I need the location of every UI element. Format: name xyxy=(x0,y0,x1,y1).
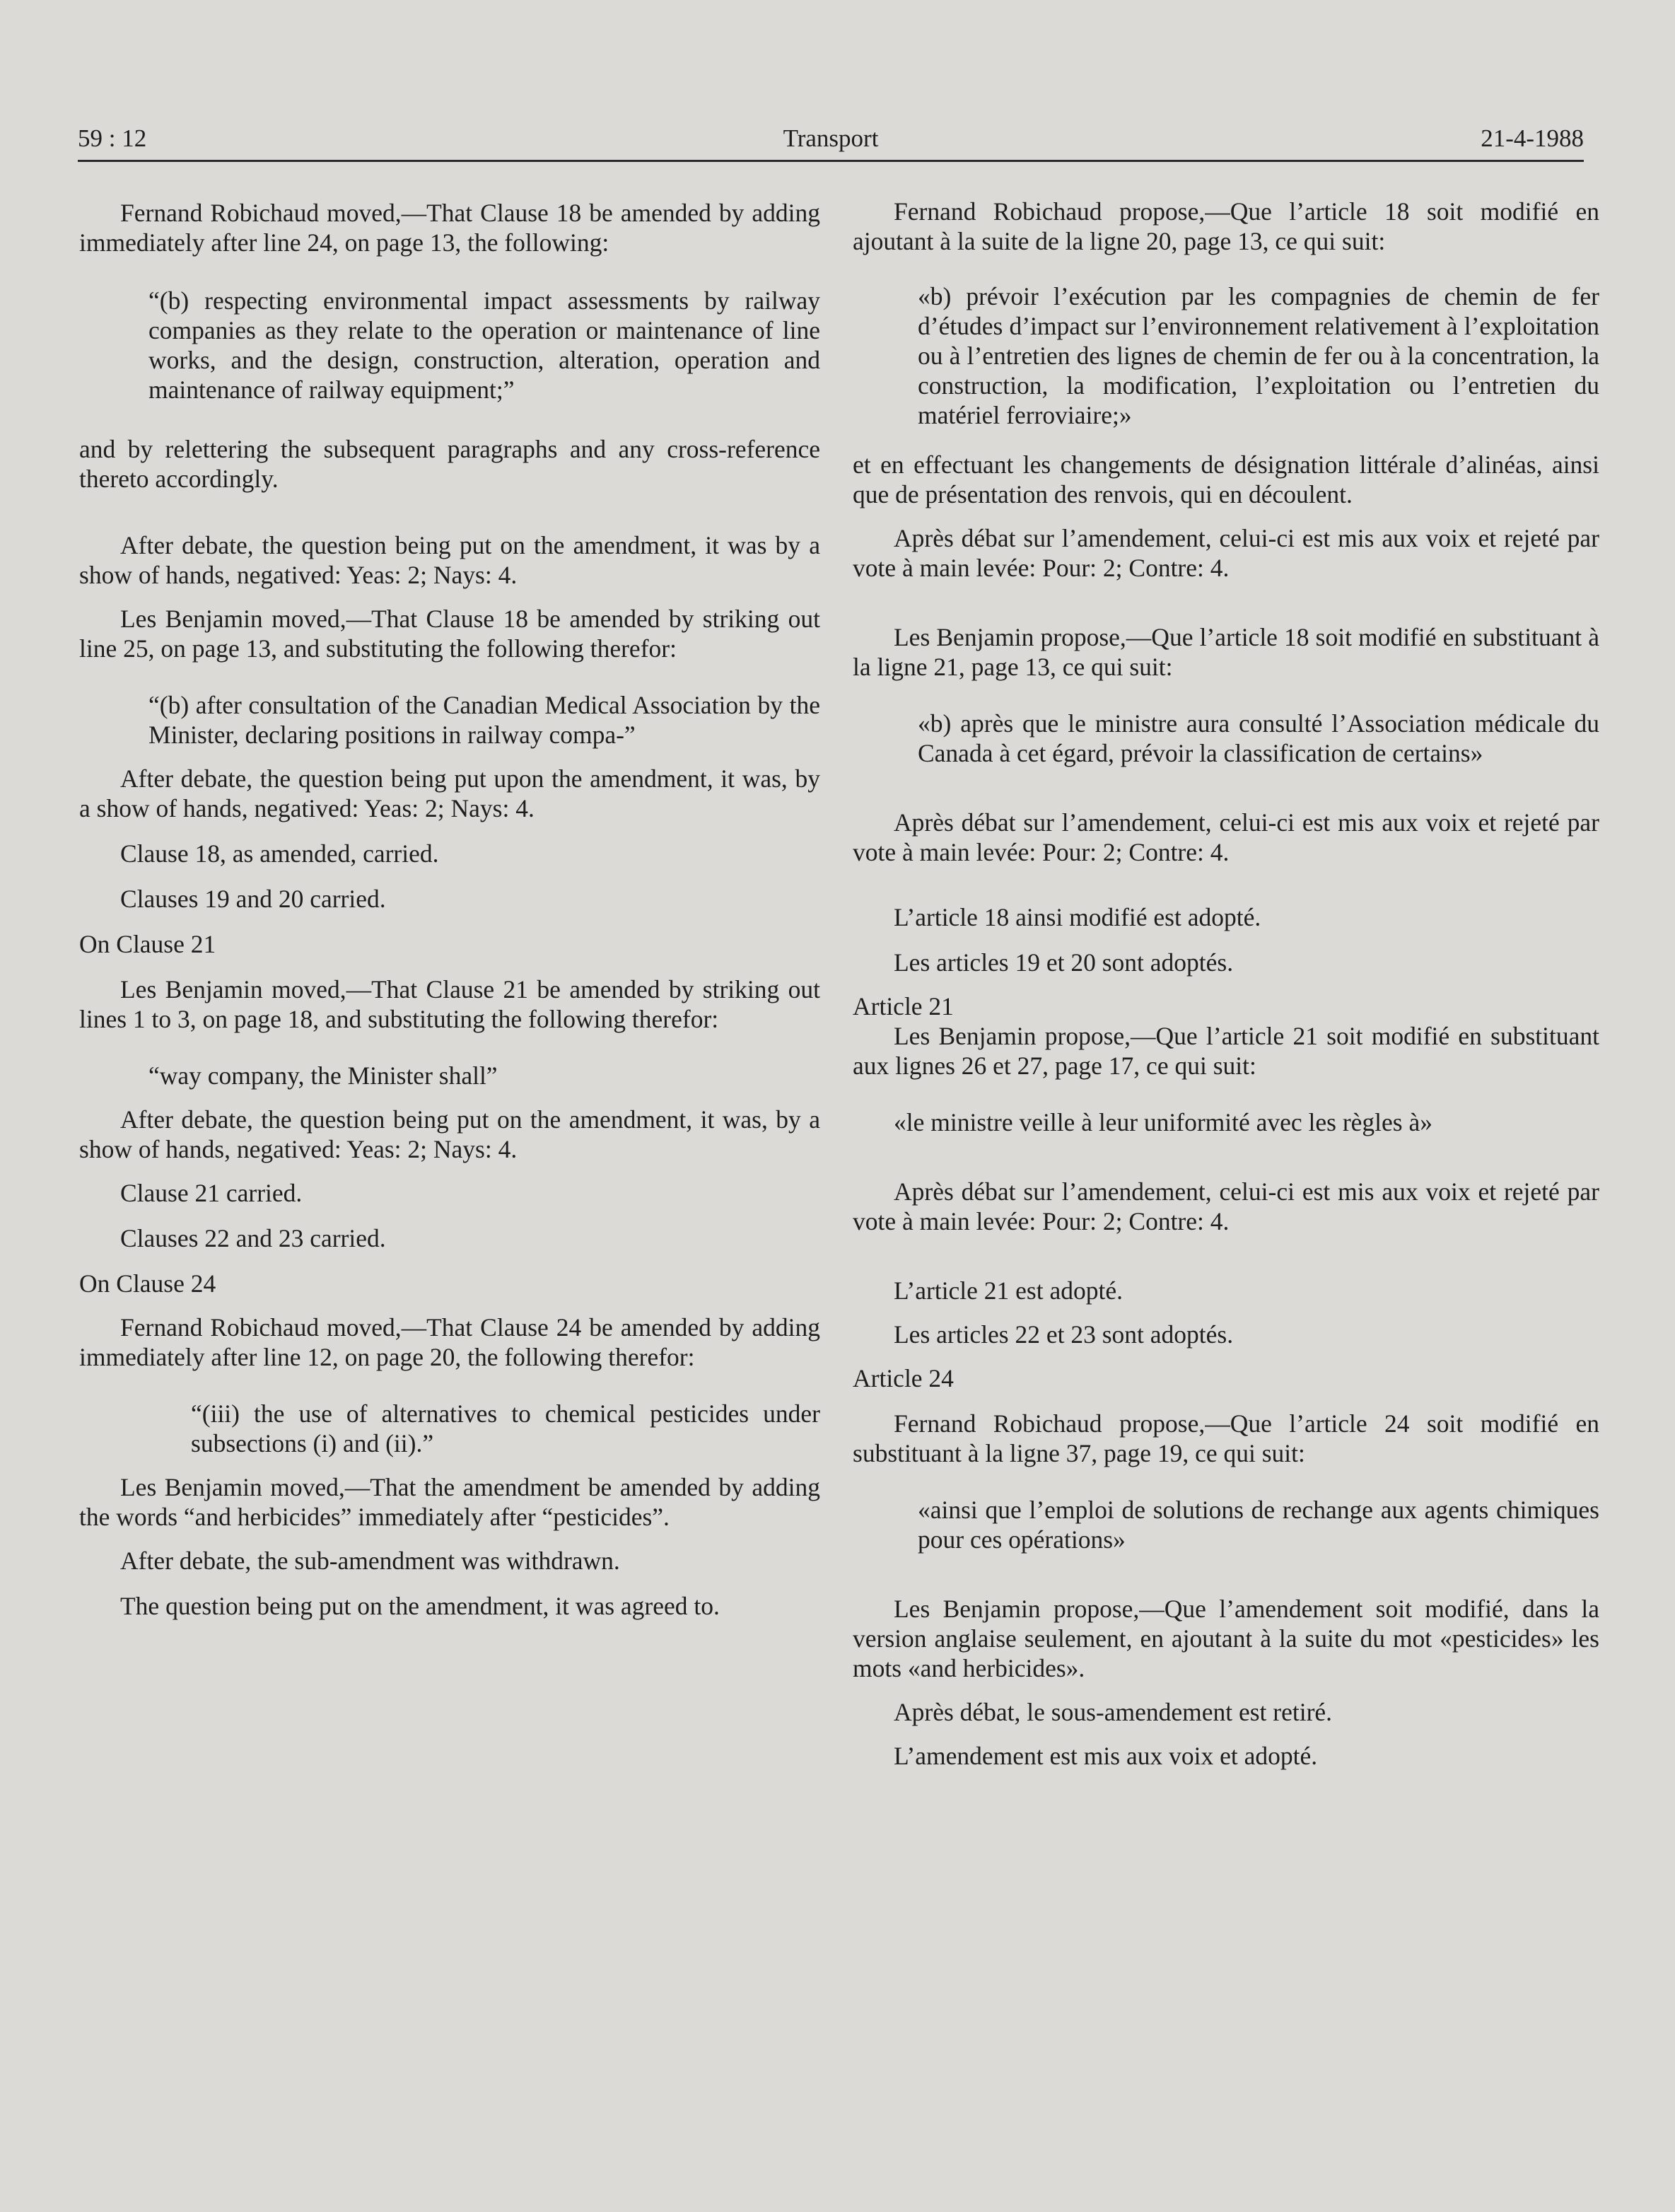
en-paragraph: Les Benjamin moved,—That Clause 21 be amended by striking out lines 1 to 3, on page 18, and substituting the following therefor: xyxy=(79,975,820,1033)
french-column xyxy=(853,198,1599,1771)
en-paragraph: Clause 21 carried. xyxy=(120,1179,303,1207)
en-paragraph: After debate, the question being put on the amendment, it was, by a show of hands, negatived: Yeas: 2; Nays: 4. xyxy=(79,1105,820,1163)
fr-paragraph: Les articles 19 et 20 sont adoptés. xyxy=(894,948,1234,977)
en-quote: “(iii) the use of alternatives to chemical pesticides under subsections (i) and (ii).” xyxy=(191,1399,820,1457)
en-paragraph: Les Benjamin moved,—That Clause 18 be amended by striking out line 25, on page 13, and substituting the following therefor: xyxy=(79,605,820,663)
fr-quote: «b) prévoir l’exécution par les compagnies de chemin de fer d’études d’impact sur l’environnement relativement à l’exploitation ou à l’entretien des lignes de chemin de fer ou à la concentration, la construction, la modification, l’exploitation ou l’entretien du matériel ferroviaire;» xyxy=(918,282,1599,429)
fr-paragraph: Fernand Robichaud propose,—Que l’article 18 soit modifié en ajoutant à la suite de la ligne 20, page 13, ce qui suit: xyxy=(853,197,1599,255)
en-paragraph: and by relettering the subsequent paragraphs and any cross-reference thereto accordingly. xyxy=(79,435,820,493)
fr-paragraph: Les Benjamin propose,—Que l’amendement soit modifié, dans la version anglaise seulement, en ajoutant à la suite du mot «pesticides» les mots «and herbicides». xyxy=(853,1595,1599,1682)
fr-paragraph: L’article 18 ainsi modifié est adopté. xyxy=(894,903,1261,931)
english-column xyxy=(79,198,820,1621)
en-paragraph: Les Benjamin moved,—That the amendment be amended by adding the words “and herbicides” immediately after “pesticides”. xyxy=(79,1473,820,1531)
en-paragraph: After debate, the sub-amendment was withdrawn. xyxy=(120,1547,620,1575)
fr-heading: Article 21 xyxy=(853,992,954,1020)
en-quote: “way company, the Minister shall” xyxy=(148,1061,498,1090)
fr-paragraph: Les articles 22 et 23 sont adoptés. xyxy=(894,1320,1234,1349)
en-heading: On Clause 24 xyxy=(79,1269,216,1298)
en-heading: On Clause 21 xyxy=(79,930,216,958)
fr-quote: «le ministre veille à leur uniformité avec les règles à» xyxy=(894,1108,1432,1136)
en-paragraph: The question being put on the amendment, it was agreed to. xyxy=(120,1592,720,1620)
fr-paragraph: Après débat sur l’amendement, celui-ci est mis aux voix et rejeté par vote à main levée: Pour: 2; Contre: 4. xyxy=(853,524,1599,582)
fr-quote: «b) après que le ministre aura consulté l’Association médicale du Canada à cet égard, prévoir la classification de certains» xyxy=(918,709,1599,767)
page-header xyxy=(78,124,1584,161)
fr-paragraph: Après débat sur l’amendement, celui-ci est mis aux voix et rejeté par vote à main levée: Pour: 2; Contre: 4. xyxy=(853,1177,1599,1235)
en-quote: “(b) after consultation of the Canadian Medical Association by the Minister, declaring positions in railway compa-” xyxy=(148,691,820,749)
fr-paragraph: L’article 21 est adopté. xyxy=(894,1276,1123,1305)
page-title: Transport xyxy=(783,124,879,152)
en-paragraph: After debate, the question being put upon the amendment, it was, by a show of hands, negatived: Yeas: 2; Nays: 4. xyxy=(79,764,820,822)
header-rule xyxy=(78,160,1584,162)
page-number: 59 : 12 xyxy=(78,124,147,152)
en-paragraph: Fernand Robichaud moved,—That Clause 24 be amended by adding immediately after line 12, on page 20, the following therefor: xyxy=(79,1313,820,1371)
fr-paragraph: Après débat sur l’amendement, celui-ci est mis aux voix et rejeté par vote à main levée: Pour: 2; Contre: 4. xyxy=(853,808,1599,866)
fr-paragraph: Les Benjamin propose,—Que l’article 18 soit modifié en substituant à la ligne 21, page 13, ce qui suit: xyxy=(853,623,1599,681)
page-date: 21-4-1988 xyxy=(1481,124,1584,152)
fr-paragraph: Après débat, le sous-amendement est retiré. xyxy=(894,1698,1333,1726)
fr-paragraph: L’amendement est mis aux voix et adopté. xyxy=(894,1742,1318,1770)
en-paragraph: After debate, the question being put on the amendment, it was by a show of hands, negatived: Yeas: 2; Nays: 4. xyxy=(79,531,820,589)
fr-paragraph: Les Benjamin propose,—Que l’article 21 soit modifié en substituant aux lignes 26 et 27, page 17, ce qui suit: xyxy=(853,1022,1599,1080)
fr-paragraph: Fernand Robichaud propose,—Que l’article 24 soit modifié en substituant à la ligne 37, page 19, ce qui suit: xyxy=(853,1409,1599,1467)
fr-paragraph: et en effectuant les changements de désignation littérale d’alinéas, ainsi que de présentation des renvois, qui en découlent. xyxy=(853,450,1599,508)
en-paragraph: Clauses 22 and 23 carried. xyxy=(120,1224,386,1252)
fr-quote: «ainsi que l’emploi de solutions de rechange aux agents chimiques pour ces opérations» xyxy=(918,1496,1599,1554)
fr-heading: Article 24 xyxy=(853,1364,954,1392)
en-paragraph: Clause 18, as amended, carried. xyxy=(120,839,439,868)
en-paragraph: Fernand Robichaud moved,—That Clause 18 be amended by adding immediately after line 24, on page 13, the following: xyxy=(79,199,820,257)
en-paragraph: Clauses 19 and 20 carried. xyxy=(120,885,386,913)
en-quote: “(b) respecting environmental impact assessments by railway companies as they relate to the operation or maintenance of line works, and the design, construction, alteration, operation and maintenance of railway equipment;” xyxy=(148,286,820,404)
